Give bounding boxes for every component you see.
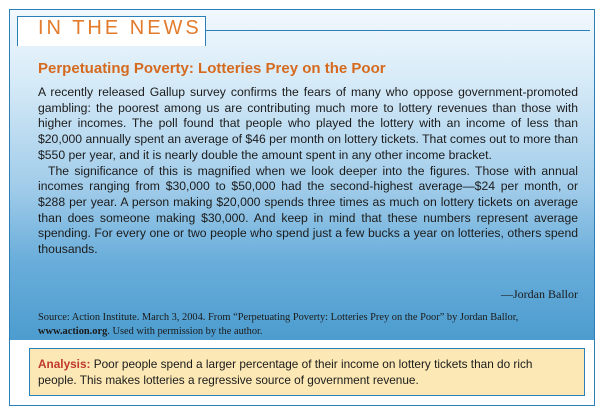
paragraph-1: A recently released Gallup survey confirms the fears of many who oppose government-promoted gambling: the poorest among us are contributing much more to lottery revenues than those with higher incomes. The poll found that people who played the lottery with an income of less than $20,000 annually spent an average of $46 per month on lottery tickets. That comes out to more than $550 per year, and it is nearly double the amount spent in any other income bracket. [38,85,578,162]
headline: Perpetuating Poverty: Lotteries Prey on the Poor [38,60,386,77]
paragraph-2: The significance of this is magnified when we look deeper into the figures. Those with annual incomes ranging from $30,000 to $50,000 had the second-highest average—$24 per month, or $288 per year. A person making $20,000 spends three times as much on lottery tickets on average than does someone making $30,000. And keep in mind that these numbers represent average spending. For every one or two people who spend just a few bucks a year on lotteries, others spend thousands. [38,163,578,257]
source-link[interactable]: www.action.org [38,326,108,337]
byline: —Jordan Ballor [501,287,578,301]
source-text: Source: Action Institute. March 3, 2004. From “Perpetuating Poverty: Lotteries Prey on the Poor” by Jordan Ballor, [38,312,519,323]
source-text-end: . Used with permission by the author. [107,326,263,337]
analysis-text: Poor people spend a larger percentage of their income on lottery tickets than do rich people. This makes lotteries a regressive source of government revenue. [38,357,533,387]
analysis [38,357,568,388]
section-label: IN THE NEWS [38,17,202,39]
analysis-label: Analysis: [38,357,91,371]
source-citation [38,311,578,339]
article-body [38,85,578,258]
section-rule [205,30,590,31]
